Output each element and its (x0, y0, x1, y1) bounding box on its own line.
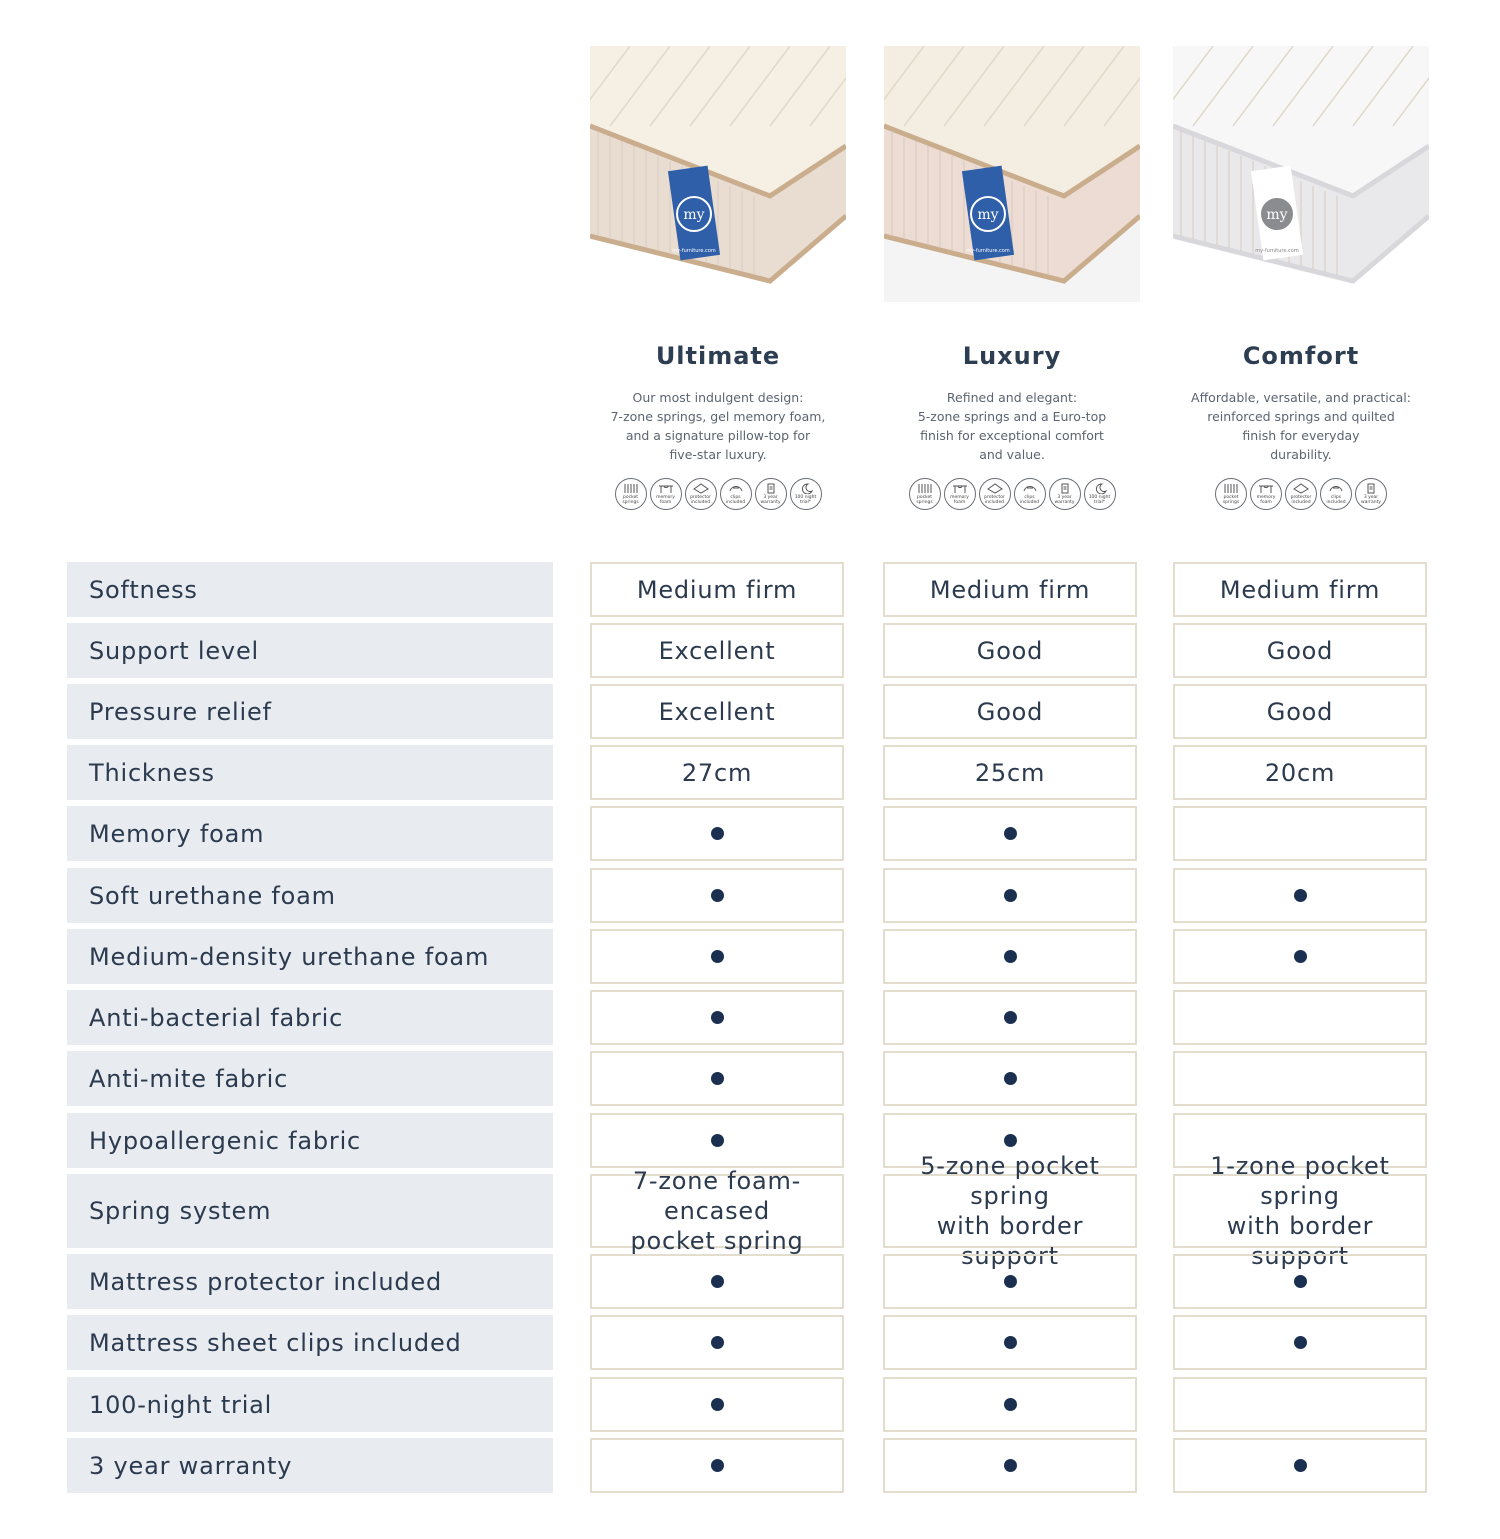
cell-luxury (883, 684, 1137, 739)
row-label: Mattress sheet clips included (67, 1315, 553, 1370)
cell-value: Good (1266, 636, 1334, 665)
cell-value: 27cm (681, 758, 753, 787)
icon-label: pocket springs (1222, 495, 1240, 505)
cell-luxury (883, 1152, 1137, 1270)
cell-ultimate (590, 1377, 844, 1432)
cell-comfort (1173, 1438, 1427, 1493)
clips-icon (1320, 478, 1352, 510)
cell-ultimate (590, 1254, 844, 1309)
cell-value-line: pocket spring (630, 1227, 804, 1255)
included-dot (1294, 950, 1307, 963)
brand-badge-text: my (977, 207, 999, 223)
row-label: 3 year warranty (67, 1438, 553, 1493)
included-dot (711, 1398, 724, 1411)
cell-luxury (883, 1051, 1137, 1106)
cell-luxury (883, 562, 1137, 617)
cell-comfort (1173, 806, 1427, 861)
description-line: 5-zone springs and a Euro-top (917, 409, 1107, 424)
cell-ultimate (590, 990, 844, 1045)
icon-label: clips included (725, 495, 746, 505)
brand-badge-text: my (683, 207, 705, 223)
included-dot (1004, 1459, 1017, 1472)
included-dot (1004, 1134, 1017, 1147)
cell-value-line: with border support (936, 1212, 1084, 1270)
cell-value-line: 1-zone pocket spring (1210, 1152, 1390, 1210)
included-dot (1004, 827, 1017, 840)
cell-value: Good (976, 697, 1044, 726)
description-line: reinforced springs and quilted (1207, 409, 1395, 424)
row-label: Anti-bacterial fabric (67, 990, 553, 1045)
warranty-icon (755, 478, 787, 510)
included-dot (711, 1134, 724, 1147)
cell-comfort (1173, 868, 1427, 923)
icon-label: memory foam (1256, 495, 1276, 505)
included-dot (1004, 1398, 1017, 1411)
description-line: five-star luxury. (669, 447, 767, 462)
mattress-image (884, 46, 1140, 302)
cell-luxury (883, 1438, 1137, 1493)
cell-value (885, 1151, 1135, 1271)
cell-value: Excellent (658, 697, 776, 726)
cell-value: 25cm (974, 758, 1046, 787)
memory-foam-icon (650, 478, 682, 510)
brand-badge-text: my (1266, 207, 1288, 223)
product-description (897, 388, 1127, 464)
description-line: durability. (1270, 447, 1332, 462)
cell-comfort (1173, 1152, 1427, 1270)
product-luxury (884, 46, 1140, 510)
icon-label: 100 night trial* (1088, 495, 1111, 505)
description-line: finish for exceptional comfort (920, 428, 1104, 443)
row-label: 100-night trial (67, 1377, 553, 1432)
table-row (67, 929, 1429, 984)
cell-ultimate (590, 1051, 844, 1106)
description-line: Affordable, versatile, and practical: (1191, 390, 1411, 405)
icon-label: protector included (690, 495, 711, 505)
icon-label: 3 year warranty (760, 495, 781, 505)
row-label: Thickness (67, 745, 553, 800)
clips-icon (1014, 478, 1046, 510)
included-dot (1004, 1072, 1017, 1085)
table-row (67, 745, 1429, 800)
icon-label: pocket springs (622, 495, 639, 505)
product-name: Luxury (962, 342, 1062, 370)
protector-icon (1285, 478, 1317, 510)
product-name: Comfort (1242, 342, 1360, 370)
row-label: Hypoallergenic fabric (67, 1113, 553, 1168)
included-dot (1294, 1459, 1307, 1472)
icon-label: protector included (984, 495, 1005, 505)
row-label: Anti-mite fabric (67, 1051, 553, 1106)
description-line: finish for everyday (1242, 428, 1360, 443)
cell-ultimate (590, 1438, 844, 1493)
icon-label: 3 year warranty (1360, 495, 1382, 505)
cell-comfort (1173, 990, 1427, 1045)
table-row (67, 684, 1429, 739)
cell-comfort (1173, 562, 1427, 617)
included-dot (711, 1336, 724, 1349)
cell-luxury (883, 1315, 1137, 1370)
clips-icon (720, 478, 752, 510)
table-row (67, 1051, 1429, 1106)
included-dot (1004, 889, 1017, 902)
row-label: Medium-density urethane foam (67, 929, 553, 984)
description-line: Refined and elegant: (946, 390, 1078, 405)
table-row (67, 806, 1429, 861)
included-dot (1004, 1275, 1017, 1288)
cell-ultimate (590, 1167, 844, 1255)
cell-luxury (883, 1377, 1137, 1432)
icon-label: 3 year warranty (1054, 495, 1075, 505)
icon-label: clips included (1019, 495, 1040, 505)
feature-icons (590, 478, 846, 510)
table-row (67, 1254, 1429, 1309)
product-name: Ultimate (655, 342, 781, 370)
included-dot (711, 889, 724, 902)
description-line: Our most indulgent design: (632, 390, 804, 405)
memory-foam-icon (944, 478, 976, 510)
table-row (67, 990, 1429, 1045)
cell-value: Excellent (658, 636, 776, 665)
cell-value-line: 7-zone foam-encased (632, 1167, 802, 1225)
cell-value: 20cm (1264, 758, 1336, 787)
cell-comfort (1173, 745, 1427, 800)
cell-luxury (883, 868, 1137, 923)
cell-value: Medium firm (636, 575, 798, 604)
cell-ultimate (590, 868, 844, 923)
cell-comfort (1173, 929, 1427, 984)
included-dot (1294, 889, 1307, 902)
description-line: 7-zone springs, gel memory foam, (610, 409, 826, 424)
cell-luxury (883, 806, 1137, 861)
warranty-icon (1355, 478, 1387, 510)
cell-comfort (1173, 1315, 1427, 1370)
cell-comfort (1173, 1051, 1427, 1106)
product-ultimate (590, 46, 846, 510)
cell-ultimate (590, 1113, 844, 1168)
pocket-springs-icon (615, 478, 647, 510)
cell-comfort (1173, 1254, 1427, 1309)
included-dot (711, 1275, 724, 1288)
table-row (67, 1438, 1429, 1493)
moon-icon (790, 478, 822, 510)
table-row (67, 623, 1429, 678)
cell-luxury (883, 990, 1137, 1045)
cell-ultimate (590, 806, 844, 861)
cell-luxury (883, 929, 1137, 984)
included-dot (711, 827, 724, 840)
cell-ultimate (590, 562, 844, 617)
feature-icons (1173, 478, 1429, 510)
table-row (67, 1377, 1429, 1432)
brand-url-text: my-furniture.com (966, 248, 1010, 254)
included-dot (711, 1459, 724, 1472)
cell-ultimate (590, 623, 844, 678)
cell-comfort (1173, 623, 1427, 678)
protector-icon (979, 478, 1011, 510)
warranty-icon (1049, 478, 1081, 510)
cell-value: Good (976, 636, 1044, 665)
cell-comfort (1173, 684, 1427, 739)
feature-icons (884, 478, 1140, 510)
row-label: Softness (67, 562, 553, 617)
pocket-springs-icon (1215, 478, 1247, 510)
product-description (1186, 388, 1416, 464)
row-label: Soft urethane foam (67, 868, 553, 923)
icon-label: memory foam (656, 495, 675, 505)
pocket-springs-icon (909, 478, 941, 510)
moon-icon (1084, 478, 1116, 510)
included-dot (1294, 1275, 1307, 1288)
icon-label: clips included (1326, 495, 1346, 505)
icon-label: pocket springs (916, 495, 933, 505)
included-dot (1004, 950, 1017, 963)
included-dot (1004, 1336, 1017, 1349)
cell-value (1175, 1151, 1425, 1271)
row-label: Support level (67, 623, 553, 678)
description-line: and value. (979, 447, 1045, 462)
brand-url-text: my-furniture.com (1255, 248, 1299, 254)
description-line: and a signature pillow-top for (625, 428, 811, 443)
included-dot (711, 1011, 724, 1024)
cell-luxury (883, 623, 1137, 678)
table-row (67, 868, 1429, 923)
row-label: Memory foam (67, 806, 553, 861)
cell-ultimate (590, 745, 844, 800)
icon-label: memory foam (950, 495, 969, 505)
cell-luxury (883, 745, 1137, 800)
included-dot (711, 1072, 724, 1085)
included-dot (711, 950, 724, 963)
protector-icon (685, 478, 717, 510)
cell-value-line: with border support (1226, 1212, 1374, 1270)
cell-ultimate (590, 1315, 844, 1370)
mattress-image (1173, 46, 1429, 302)
icon-label: 100 night trial* (794, 495, 817, 505)
row-label: Spring system (67, 1174, 553, 1248)
cell-value: Good (1266, 697, 1334, 726)
cell-value: Medium firm (1219, 575, 1381, 604)
cell-ultimate (590, 929, 844, 984)
cell-value: Medium firm (929, 575, 1091, 604)
product-description (603, 388, 833, 464)
cell-comfort (1173, 1377, 1427, 1432)
memory-foam-icon (1250, 478, 1282, 510)
cell-value-line: 5-zone pocket spring (920, 1152, 1100, 1210)
included-dot (1294, 1336, 1307, 1349)
cell-value (592, 1166, 842, 1256)
cell-luxury (883, 1254, 1137, 1309)
row-label: Pressure relief (67, 684, 553, 739)
cell-ultimate (590, 684, 844, 739)
icon-label: protector included (1290, 495, 1312, 505)
product-comfort (1173, 46, 1429, 510)
included-dot (1004, 1011, 1017, 1024)
mattress-image (590, 46, 846, 302)
row-label: Mattress protector included (67, 1254, 553, 1309)
table-row (67, 1315, 1429, 1370)
table-row (67, 1152, 1429, 1270)
table-row (67, 562, 1429, 617)
brand-url-text: my-furniture.com (672, 248, 716, 254)
